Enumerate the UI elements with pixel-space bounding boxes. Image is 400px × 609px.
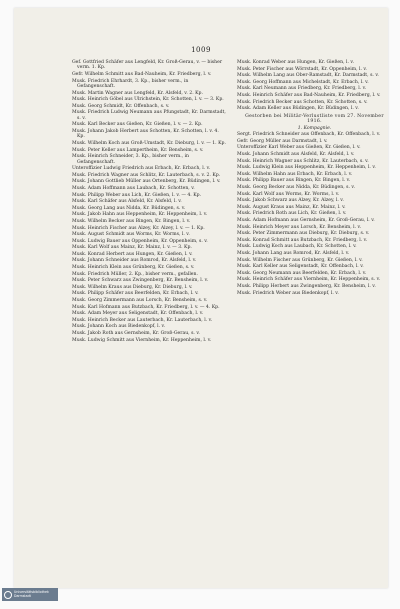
list-item: Musk. Georg Lang aus Nidda, Kr. Büdingen, s. v. — [72, 205, 186, 211]
list-item: Musk. August Kraus aus Mainz, Kr. Mainz, l. v. — [237, 204, 346, 210]
list-item: Musk. Wilhelm Fischer aus Grünberg, Kr. Gießen, l. v. — [237, 257, 363, 263]
list-item: Musk. Adam Keller aus Büdingen, Kr. Büdingen, l. v. — [237, 106, 359, 112]
right-column-top-list — [237, 60, 388, 112]
list-item: Musk. Friedrich Weber aus Biedenkopf, l. v. — [237, 290, 339, 296]
page-number: 1009 — [191, 46, 211, 54]
list-item: Musk. Wilhelm Hahn aus Erbach, Kr. Erbach, l. v. — [237, 171, 353, 177]
list-item: Musk. Georg Schmidt, Kr. Offenbach, s. v. — [72, 103, 170, 109]
list-item: Musk. Heinrich Meyer aus Lorsch, Kr. Bensheim, l. v. — [237, 224, 362, 230]
library-logo-text — [14, 591, 49, 599]
list-item: Musk. Johann Schmidt aus Alsfeld, Kr. Alsfeld, l. v. — [237, 152, 355, 158]
document-page — [14, 8, 388, 588]
list-item: Musk. Friedrich Becker aus Schotten, Kr. Schotten, s. v. — [237, 99, 368, 105]
list-item: Musk. Heinrich Becker aus Lauterbach, Kr. Lauterbach, l. v. — [72, 317, 213, 323]
list-item: Musk. Johann Lang aus Romrod, Kr. Alsfeld, l. v. — [237, 250, 350, 256]
logo-line-2: Darmstadt — [14, 593, 31, 598]
list-item: Gefr. Wilhelm Schmitt aus Bad-Nauheim, Kr. Friedberg, l. v. — [72, 72, 212, 77]
right-column — [237, 60, 388, 297]
list-item: Musk. Peter Fischer aus Wörrstadt, Kr. Oppenheim, l. v. — [237, 66, 367, 72]
list-item: Musk. Johann Schneider aus Romrod, Kr. Alsfeld, l. v. — [72, 258, 197, 264]
list-item: Musk. Heinrich Fischer aus Alzey, Kr. Alzey, l. v. — 1. Kp. — [72, 225, 205, 231]
list-item: Musk. Karl Wolf aus Worms, Kr. Worms, l. v. — [237, 191, 340, 197]
list-item: Musk. Karl Wolf aus Mainz, Kr. Mainz, l. v. — 3. Kp. — [72, 245, 192, 251]
list-item: Musk. Peter Keller aus Lampertheim, Kr. Bensheim, s. v. — [72, 147, 204, 153]
list-item: Musk. Ludwig Klein aus Heppenheim, Kr. Heppenheim, l. v. — [237, 165, 376, 171]
list-item: Unteroffizier Ludwig Friedrich aus Erbach, Kr. Erbach, l. v. — [72, 166, 211, 172]
company-heading: 1. Kompagnie. — [297, 125, 332, 131]
list-item: Musk. Wilhelm Becker aus Bingen, Kr. Bingen, l. v. — [72, 218, 191, 224]
list-item: Musk. Friedrich Roth aus Lich, Kr. Gießen, l. v. — [237, 211, 347, 217]
list-item: Musk. Georg Hoffmann aus Michelstadt, Kr. Erbach, l. v. — [237, 79, 369, 85]
list-item: Musk. Karl Hofmann aus Butzbach, Kr. Friedberg, l. v. — 4. Kp. — [72, 304, 220, 310]
list-item: Musk. Karl Neumann aus Friedberg, Kr. Friedberg, l. v. — [237, 86, 367, 92]
list-item: Musk. Ludwig Bauer aus Oppenheim, Kr. Oppenheim, s. v. — [72, 238, 208, 244]
list-item: Musk. Heinrich Klein aus Grünberg, Kr. Gießen, s. v. — [72, 265, 195, 271]
left-column — [72, 60, 227, 344]
list-item: Musk. Karl Keller aus Seligenstadt, Kr. Offenbach, l. v. — [237, 264, 364, 270]
list-item: Musk. Adam Hofmann aus Gernsheim, Kr. Groß-Gerau, l. v. — [237, 218, 375, 223]
list-item: Musk. Ludwig Schmitt aus Viernheim, Kr. Heppenheim, l. v. — [72, 337, 212, 343]
list-item: Musk. Heinrich Schäfer aus Viernheim, Kr. Heppenheim, s. v. — [237, 277, 381, 283]
section-heading: Gestorben bei Militär-Verlustliste vom 27. November 1916. — [245, 113, 384, 124]
list-item: Musk. Heinrich Wagner aus Schlitz, Kr. Lauterbach, s. v. — [237, 158, 369, 164]
list-item: Musk. Karl Becker aus Gießen, Kr. Gießen, l. v. — 2. Kp. — [72, 122, 203, 128]
list-item: Musk. Martin Wagner aus Lengfeld, Kr. Alsfeld, v. 2. Kp. — [72, 90, 203, 96]
list-item: Musk. Georg Becker aus Nidda, Kr. Büdingen, s. v. — [237, 185, 355, 191]
list-item: Musk. Philipp Weber aus Lich, Kr. Gießen, l. v. — 4. Kp. — [72, 192, 202, 198]
logo-line-1: Universitätsbibliothek — [14, 589, 49, 594]
list-item: Musk. Friedrich Wagner aus Schlitz, Kr. Lauterbach, s. v. 2. Kp. — [72, 172, 221, 178]
list-item: Musk. Johann Koch aus Biedenkopf, l. v. — [72, 324, 166, 330]
list-item: Musk. Heinrich Göbel aus Ulrichstein, Kr. Schotten, l. v. — 3. Kp. — [72, 97, 224, 103]
list-item: Musk. Peter Schwarz aus Zwingenberg, Kr. Bensheim, l. v. — [72, 278, 209, 284]
list-item: Musk. August Schmidt aus Worms, Kr. Worms, l. v. — [72, 232, 190, 238]
list-item: Musk. Philipp Schäfer aus Beerfelden, Kr. Erbach, l. v. — [72, 291, 199, 297]
list-item: Musk. Jakob Hahn aus Heppenheim, Kr. Heppenheim, l. v. — [72, 212, 208, 218]
list-item: Sergt. Friedrich Schneider aus Offenbach, Kr. Offenbach, l. v. — [237, 132, 381, 138]
list-item: Musk. Heinrich Schneider, 3. Kp., bisher verm., in Gefangenschaft. — [72, 154, 189, 165]
list-item: Musk. Friedrich Müller, 2. Kp., bisher verm., gefallen. — [72, 271, 198, 277]
list-item: Musk. Wilhelm Koch aus Groß-Umstadt, Kr. Dieburg, l. v. — 1. Kp. — [72, 140, 226, 146]
right-column-bottom-list — [237, 132, 388, 296]
list-item: Musk. Friedrich Ludwig Neumann aus Pfungstadt, Kr. Darmstadt, s. v. — [72, 110, 226, 121]
list-item: Unteroffizier Karl Weber aus Gießen, Kr. Gießen, l. v. — [237, 145, 361, 151]
list-item: Musk. Konrad Herbert aus Hungen, Kr. Gießen, l. v. — [72, 251, 193, 257]
library-logo-icon — [4, 591, 12, 599]
list-item: Musk. Peter Zimmermann aus Dieburg, Kr. Dieburg, s. v. — [237, 231, 370, 237]
list-item: Musk. Adam Hoffmann aus Laubach, Kr. Schotten, v. — [72, 185, 195, 191]
list-item: Musk. Ludwig Koch aus Laubach, Kr. Schotten, l. v. — [237, 244, 357, 250]
library-logo[interactable] — [2, 588, 58, 601]
list-item: Musk. Georg Neumann aus Beerfelden, Kr. Erbach, l. v. — [237, 270, 367, 276]
list-item: Gef. Gottfried Schäfer aus Lengfeld, Kr. Groß-Gerau, v. — bisher verm. 1. Kp. — [72, 60, 223, 71]
list-item: Musk. Adam Meyer aus Seligenstadt, Kr. Offenbach, l. v. — [72, 311, 204, 317]
list-item: Musk. Wilhelm Lang aus Ober-Ramstadt, Kr. Darmstadt, s. v. — [237, 73, 379, 79]
list-item: Musk. Heinrich Schäfer aus Bad-Nauheim, Kr. Friedberg, l. v. — [237, 92, 381, 98]
list-item: Musk. Wilhelm Kraus aus Dieburg, Kr. Dieburg, l. v. — [72, 284, 193, 290]
list-item: Musk. Konrad Weber aus Hungen, Kr. Gießen, l. v. — [237, 60, 354, 65]
list-item: Musk. Jakob Schwarz aus Alzey, Kr. Alzey, l. v. — [237, 198, 344, 204]
list-item: Musk. Georg Zimmermann aus Lorsch, Kr. Bensheim, s. v. — [72, 298, 208, 304]
list-item: Musk. Friedrich Ehrhardt, 3. Kp., bisher verm., in Gefangenschaft. — [72, 78, 189, 89]
list-item: Musk. Johann Gottlieb Müller aus Ortenberg, Kr. Büdingen, l. v. — [72, 179, 221, 185]
list-item: Musk. Jakob Roth aus Gernsheim, Kr. Groß-Gerau, s. v. — [72, 331, 200, 336]
list-item: Musk. Philipp Bauer aus Bingen, Kr. Bingen, l. v. — [237, 178, 351, 184]
list-item: Musk. Karl Schäfer aus Alsfeld, Kr. Alsfeld, l. v. — [72, 199, 182, 205]
list-item: Musk. Konrad Schmitt aus Butzbach, Kr. Friedberg, l. v. — [237, 237, 368, 243]
list-item: Gefr. Georg Müller aus Darmstadt, l. v. — [237, 138, 328, 144]
list-item: Musk. Johann Jakob Herbert aus Schotten, Kr. Schotten, l. v. 4. Kp. — [72, 128, 219, 140]
list-item: Musk. Philipp Herbert aus Zwingenberg, Kr. Bensheim, l. v. — [237, 283, 376, 289]
